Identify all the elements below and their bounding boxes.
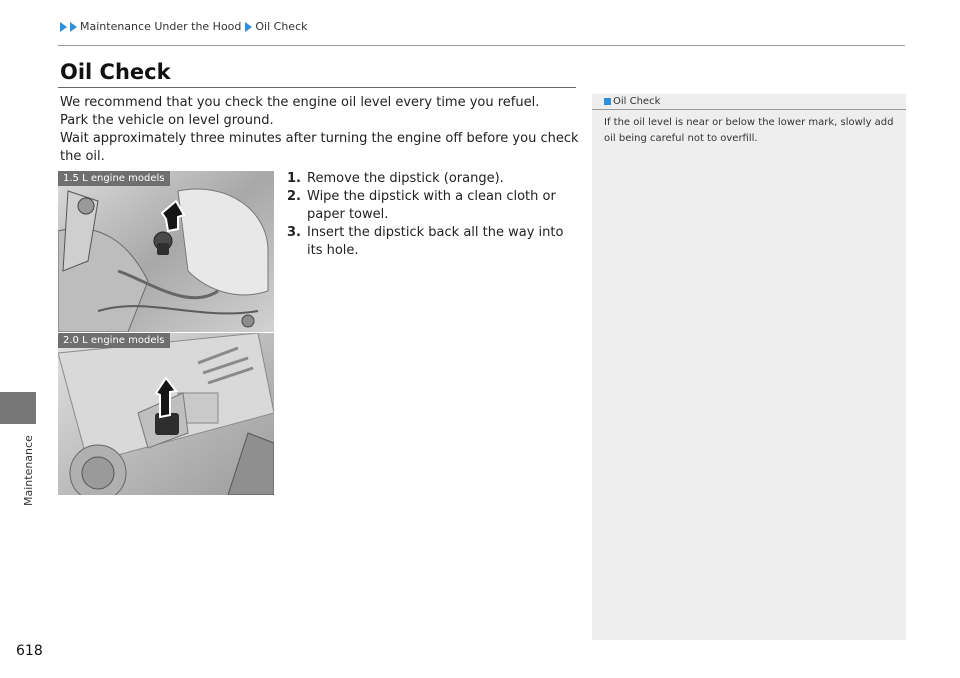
- step-item: [287, 170, 577, 188]
- step-item: [287, 224, 577, 260]
- intro-line: Wait approximately three minutes after turning the engine off before you check the oil.: [60, 131, 579, 164]
- breadcrumb-link-maintenance-under-hood[interactable]: Maintenance Under the Hood: [80, 20, 242, 33]
- figure-label: 2.0 L engine models: [58, 333, 170, 348]
- step-number: 2.: [287, 189, 301, 204]
- engine-cover-illustration: [58, 333, 274, 495]
- engine-bay-illustration: [58, 171, 274, 332]
- engine-photo-2-0l: [58, 333, 274, 495]
- title-divider: [58, 87, 576, 88]
- figure-label: 1.5 L engine models: [58, 171, 170, 186]
- breadcrumb: [60, 20, 308, 33]
- note-header: [592, 94, 906, 110]
- page-number: 618: [16, 643, 43, 659]
- steps-list: [287, 170, 577, 260]
- breadcrumb-arrow-icon: [245, 22, 252, 32]
- intro-line: Park the vehicle on level ground.: [60, 113, 274, 128]
- section-label: Maintenance: [22, 435, 35, 506]
- intro-line: We recommend that you check the engine oil level every time you refuel.: [60, 95, 540, 110]
- note-title: Oil Check: [613, 96, 661, 107]
- step-text: Insert the dipstick back all the way into its hole.: [307, 225, 564, 258]
- step-text: Remove the dipstick (orange).: [307, 171, 504, 186]
- step-text: Wipe the dipstick with a clean cloth or paper towel.: [307, 189, 556, 222]
- breadcrumb-current-oil-check: Oil Check: [255, 20, 308, 33]
- engine-photo-1-5l: [58, 171, 274, 332]
- step-number: 3.: [287, 225, 301, 240]
- step-item: [287, 188, 577, 224]
- section-tab-marker[interactable]: [0, 392, 36, 424]
- note-marker-icon: [604, 98, 611, 105]
- intro-text: [60, 94, 580, 166]
- note-body: If the oil level is near or below the lower mark, slowly add oil being careful not to overfill.: [604, 117, 894, 144]
- header-divider: [58, 45, 905, 46]
- step-number: 1.: [287, 171, 301, 186]
- breadcrumb-arrow-icon: [60, 22, 67, 32]
- note-panel: [592, 94, 906, 640]
- breadcrumb-arrow-icon: [70, 22, 77, 32]
- page-title: Oil Check: [60, 60, 171, 84]
